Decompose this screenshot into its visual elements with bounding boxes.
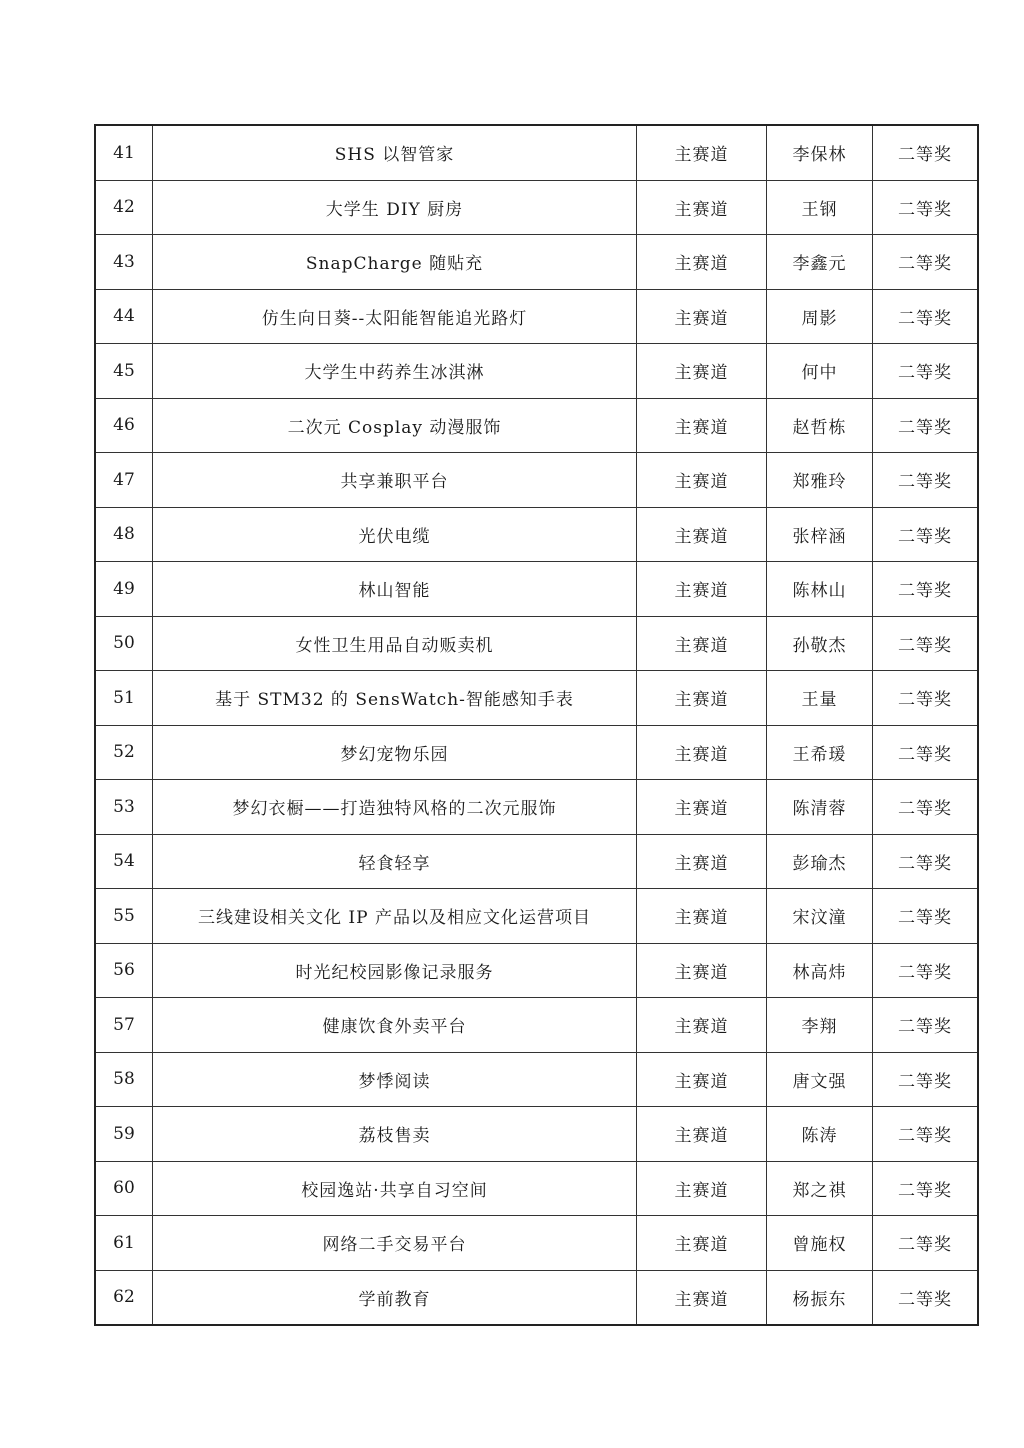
track-cell: 主赛道: [637, 289, 767, 344]
row-number: 46: [95, 398, 153, 453]
table-row: [95, 998, 978, 1053]
leader-name: 王希瑗: [767, 725, 873, 780]
project-name: 仿生向日葵--太阳能智能追光路灯: [153, 289, 637, 344]
table-row: [95, 834, 978, 889]
table-row: [95, 235, 978, 290]
table-row: [95, 344, 978, 399]
leader-name: 孙敬杰: [767, 616, 873, 671]
award-level: 二等奖: [873, 398, 979, 453]
table-row: [95, 889, 978, 944]
leader-name: 宋汶潼: [767, 889, 873, 944]
row-number: 62: [95, 1270, 153, 1325]
project-name: 校园逸站·共享自习空间: [153, 1161, 637, 1216]
project-name: 女性卫生用品自动贩卖机: [153, 616, 637, 671]
leader-name: 张梓涵: [767, 507, 873, 562]
row-number: 42: [95, 180, 153, 235]
project-name: 基于 STM32 的 SensWatch-智能感知手表: [153, 671, 637, 726]
row-number: 52: [95, 725, 153, 780]
table-row: [95, 289, 978, 344]
table-row: [95, 780, 978, 835]
project-name: 学前教育: [153, 1270, 637, 1325]
project-name: 二次元 Cosplay 动漫服饰: [153, 398, 637, 453]
project-name: 林山智能: [153, 562, 637, 617]
project-name: SHS 以智管家: [153, 125, 637, 180]
track-cell: 主赛道: [637, 780, 767, 835]
award-level: 二等奖: [873, 235, 979, 290]
track-cell: 主赛道: [637, 943, 767, 998]
track-cell: 主赛道: [637, 453, 767, 508]
leader-name: 王钢: [767, 180, 873, 235]
row-number: 50: [95, 616, 153, 671]
project-name: 共享兼职平台: [153, 453, 637, 508]
leader-name: 周影: [767, 289, 873, 344]
track-cell: 主赛道: [637, 507, 767, 562]
row-number: 47: [95, 453, 153, 508]
leader-name: 林高炜: [767, 943, 873, 998]
leader-name: 何中: [767, 344, 873, 399]
track-cell: 主赛道: [637, 1107, 767, 1162]
award-level: 二等奖: [873, 180, 979, 235]
award-level: 二等奖: [873, 889, 979, 944]
award-level: 二等奖: [873, 834, 979, 889]
track-cell: 主赛道: [637, 235, 767, 290]
award-level: 二等奖: [873, 562, 979, 617]
leader-name: 陈林山: [767, 562, 873, 617]
awards-table-body: [95, 125, 978, 1325]
award-level: 二等奖: [873, 1216, 979, 1271]
track-cell: 主赛道: [637, 398, 767, 453]
row-number: 54: [95, 834, 153, 889]
track-cell: 主赛道: [637, 1216, 767, 1271]
track-cell: 主赛道: [637, 180, 767, 235]
award-level: 二等奖: [873, 1052, 979, 1107]
leader-name: 唐文强: [767, 1052, 873, 1107]
project-name: 光伏电缆: [153, 507, 637, 562]
table-row: [95, 616, 978, 671]
project-name: 大学生中药养生冰淇淋: [153, 344, 637, 399]
track-cell: 主赛道: [637, 889, 767, 944]
award-level: 二等奖: [873, 1270, 979, 1325]
row-number: 41: [95, 125, 153, 180]
row-number: 44: [95, 289, 153, 344]
table-row: [95, 1107, 978, 1162]
row-number: 51: [95, 671, 153, 726]
project-name: 健康饮食外卖平台: [153, 998, 637, 1053]
award-level: 二等奖: [873, 1107, 979, 1162]
award-level: 二等奖: [873, 943, 979, 998]
leader-name: 赵哲栋: [767, 398, 873, 453]
award-level: 二等奖: [873, 344, 979, 399]
project-name: 三线建设相关文化 IP 产品以及相应文化运营项目: [153, 889, 637, 944]
award-level: 二等奖: [873, 616, 979, 671]
track-cell: 主赛道: [637, 1161, 767, 1216]
table-row: [95, 398, 978, 453]
table-row: [95, 453, 978, 508]
leader-name: 李翔: [767, 998, 873, 1053]
row-number: 56: [95, 943, 153, 998]
award-level: 二等奖: [873, 507, 979, 562]
award-level: 二等奖: [873, 453, 979, 508]
row-number: 58: [95, 1052, 153, 1107]
row-number: 49: [95, 562, 153, 617]
row-number: 48: [95, 507, 153, 562]
table-row: [95, 1270, 978, 1325]
track-cell: 主赛道: [637, 1052, 767, 1107]
award-level: 二等奖: [873, 671, 979, 726]
leader-name: 郑雅玲: [767, 453, 873, 508]
project-name: 大学生 DIY 厨房: [153, 180, 637, 235]
project-name: 网络二手交易平台: [153, 1216, 637, 1271]
row-number: 53: [95, 780, 153, 835]
project-name: 梦幻衣橱——打造独特风格的二次元服饰: [153, 780, 637, 835]
project-name: 梦悸阅读: [153, 1052, 637, 1107]
leader-name: 郑之祺: [767, 1161, 873, 1216]
leader-name: 陈清蓉: [767, 780, 873, 835]
table-row: [95, 562, 978, 617]
track-cell: 主赛道: [637, 725, 767, 780]
track-cell: 主赛道: [637, 671, 767, 726]
award-level: 二等奖: [873, 1161, 979, 1216]
table-row: [95, 1052, 978, 1107]
award-level: 二等奖: [873, 725, 979, 780]
table-row: [95, 943, 978, 998]
row-number: 61: [95, 1216, 153, 1271]
table-row: [95, 671, 978, 726]
award-level: 二等奖: [873, 289, 979, 344]
project-name: 时光纪校园影像记录服务: [153, 943, 637, 998]
track-cell: 主赛道: [637, 998, 767, 1053]
table-row: [95, 725, 978, 780]
track-cell: 主赛道: [637, 834, 767, 889]
leader-name: 曾施权: [767, 1216, 873, 1271]
row-number: 59: [95, 1107, 153, 1162]
leader-name: 彭瑜杰: [767, 834, 873, 889]
row-number: 57: [95, 998, 153, 1053]
project-name: 梦幻宠物乐园: [153, 725, 637, 780]
table-row: [95, 507, 978, 562]
track-cell: 主赛道: [637, 125, 767, 180]
track-cell: 主赛道: [637, 616, 767, 671]
award-level: 二等奖: [873, 998, 979, 1053]
row-number: 45: [95, 344, 153, 399]
award-level: 二等奖: [873, 125, 979, 180]
row-number: 43: [95, 235, 153, 290]
leader-name: 李保林: [767, 125, 873, 180]
project-name: SnapCharge 随贴充: [153, 235, 637, 290]
award-level: 二等奖: [873, 780, 979, 835]
table-row: [95, 1161, 978, 1216]
track-cell: 主赛道: [637, 1270, 767, 1325]
table-row: [95, 1216, 978, 1271]
leader-name: 李鑫元: [767, 235, 873, 290]
row-number: 60: [95, 1161, 153, 1216]
table-row: [95, 125, 978, 180]
track-cell: 主赛道: [637, 562, 767, 617]
leader-name: 王量: [767, 671, 873, 726]
table-row: [95, 180, 978, 235]
project-name: 荔枝售卖: [153, 1107, 637, 1162]
row-number: 55: [95, 889, 153, 944]
awards-table: [94, 124, 979, 1326]
track-cell: 主赛道: [637, 344, 767, 399]
project-name: 轻食轻享: [153, 834, 637, 889]
leader-name: 杨振东: [767, 1270, 873, 1325]
leader-name: 陈涛: [767, 1107, 873, 1162]
